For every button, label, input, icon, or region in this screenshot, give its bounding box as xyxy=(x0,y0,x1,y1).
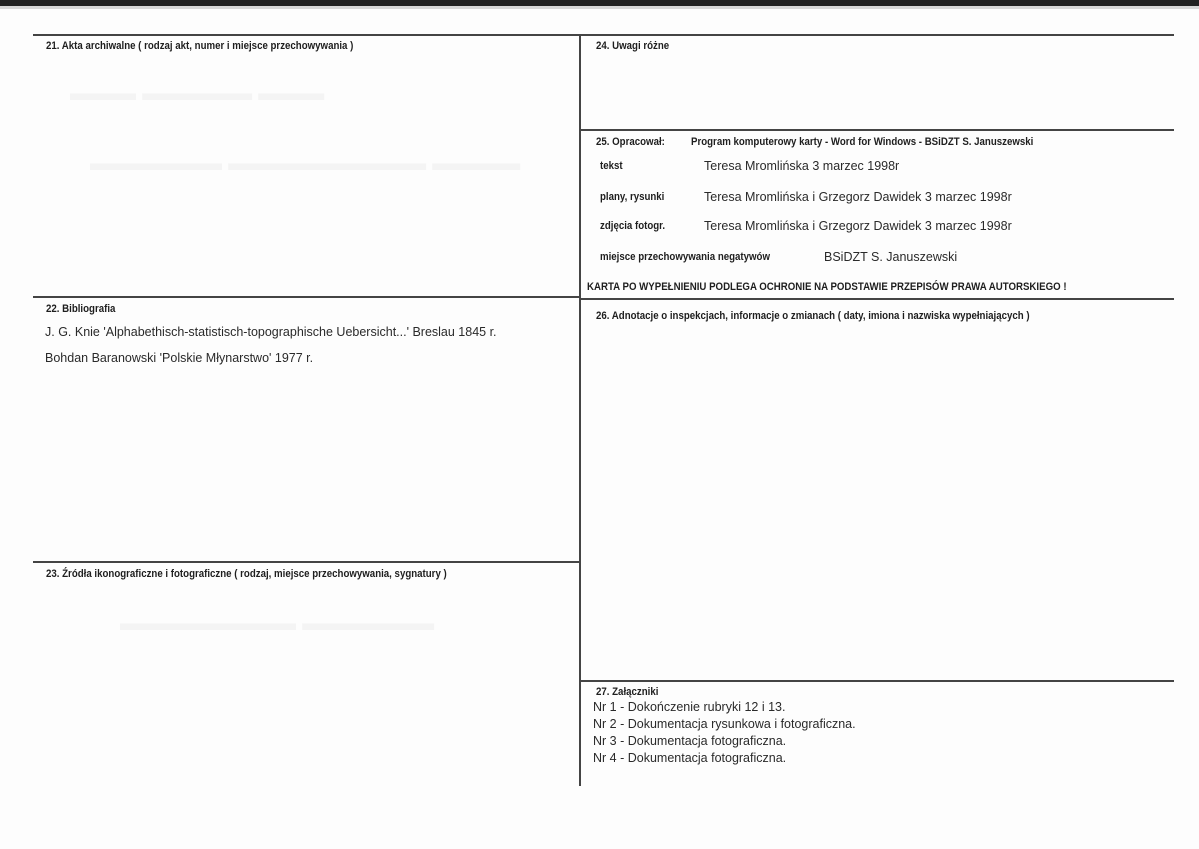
negatives-value: BSiDZT S. Januszewski xyxy=(824,250,958,264)
attachment-item: Nr 1 - Dokończenie rubryki 12 i 13. xyxy=(593,700,786,714)
bleed-through-ghost xyxy=(120,610,434,636)
author-row-value: Teresa Mromlińska i Grzegorz Dawidek 3 marzec 1998r xyxy=(704,219,1012,233)
divider-22-23 xyxy=(33,561,580,563)
attachment-item: Nr 3 - Dokumentacja fotograficzna. xyxy=(593,734,787,748)
divider-21-22 xyxy=(33,296,580,298)
bibliography-entry: Bohdan Baranowski 'Polskie Młynarstwo' 1977 r. xyxy=(45,351,314,365)
section-27-label: 27. Załączniki xyxy=(596,686,659,698)
copyright-notice: KARTA PO WYPEŁNIENIU PODLEGA OCHRONIE NA PODSTAWIE PRZEPISÓW PRAWA AUTORSKIEGO ! xyxy=(587,281,1067,293)
scan-top-shadow xyxy=(0,6,1199,9)
attachment-item: Nr 2 - Dokumentacja rysunkowa i fotograficzna. xyxy=(593,717,856,731)
attachment-item: Nr 4 - Dokumentacja fotograficzna. xyxy=(593,751,787,765)
author-row-value: Teresa Mromlińska 3 marzec 1998r xyxy=(704,159,900,173)
divider-24-25 xyxy=(580,129,1174,131)
program-info: Program komputerowy karty - Word for Windows - BSiDZT S. Januszewski xyxy=(691,136,1034,148)
divider-26-27 xyxy=(580,680,1174,682)
author-row-label: zdjęcia fotogr. xyxy=(600,220,666,232)
section-22-label: 22. Bibliografia xyxy=(46,303,116,315)
bleed-through-ghost xyxy=(70,80,324,106)
section-26-label: 26. Adnotacje o inspekcjach, informacje o zmianach ( daty, imiona i nazwiska wypełniających ) xyxy=(596,310,1030,322)
section-23-label: 23. Źródła ikonograficzne i fotograficzne ( rodzaj, miejsce przechowywania, sygnatury ) xyxy=(46,568,447,580)
divider-25-26 xyxy=(580,298,1174,300)
negatives-label: miejsce przechowywania negatywów xyxy=(600,251,771,263)
section-25-label: 25. Opracował: xyxy=(596,136,665,148)
author-row-label: tekst xyxy=(600,160,623,172)
top-border xyxy=(33,34,1174,36)
section-24-label: 24. Uwagi różne xyxy=(596,40,670,52)
section-21-label: 21. Akta archiwalne ( rodzaj akt, numer i miejsce przechowywania ) xyxy=(46,40,354,52)
author-row-value: Teresa Mromlińska i Grzegorz Dawidek 3 marzec 1998r xyxy=(704,190,1012,204)
bibliography-entry: J. G. Knie 'Alphabethisch-statistisch-topographische Uebersicht...' Breslau 1845 r. xyxy=(45,325,497,339)
center-divider xyxy=(579,34,581,786)
author-row-label: plany, rysunki xyxy=(600,191,665,203)
bleed-through-ghost xyxy=(90,150,520,176)
